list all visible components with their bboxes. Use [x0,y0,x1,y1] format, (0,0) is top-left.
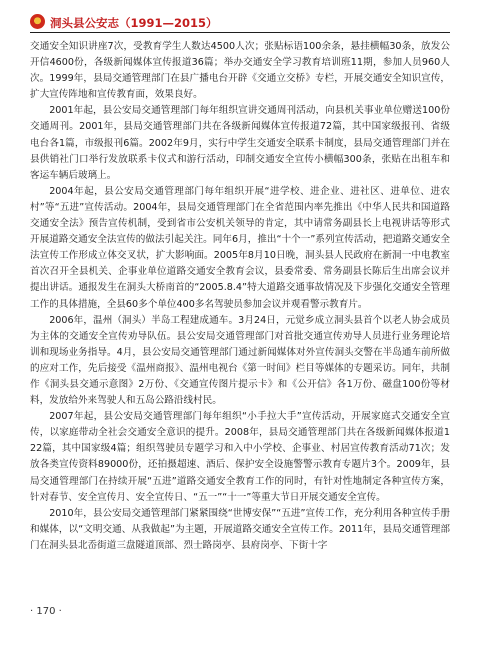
paragraph: 2007年起，县公安局交通管理部门每年组织“小手拉大手”宣传活动，开展家庭式交通安全宣传，以家庭带动全社会交通安全意识的提升。2008年，县局交通管理部门共在各级新闻媒体报道122篇，其中国家级4篇；组织驾驶员专题学习和入中小学校、企事业、村居宣传教育活动71次；发放各类宣传资料89000份，还拍摄超速、酒后、保护安全设施警警示教育专题片3个。2009年，县局交通管理部门在持续开展“五进”道路交通安全教育工作的同时，有针对性地制定各种宣传方案，针对春节、安全宣传月、安全宣传日、“五一”“十一”等重大节日开展交通安全宣传。 [30,411,450,503]
paragraph: 2006年，温州（洞头）半岛工程建成通车。3月24日，元觉乡成立洞头县首个以老人协会成员为主体的交通安全宣传劝导队伍。县公安局交通管理部门对首批交通宣传劝导人员进行业务理论培训和现场业务指导。4月，县公安局交通管理部门通过新闻媒体对外宣传洞头交警在半岛通车前所做的应对工作，先后接受《温州商报》、温州电视台《第一时间》栏目等媒体的专题采访。同年，共制作《洞头县交通示意图》2万份、《交通宣传图片提示卡》和《公开信》各1万份、磁盘100份等材料，发放给外来驾驶人和五岛公路沿线村民。 [30,314,450,407]
paragraph: 2001年起，县公安局交通管理部门每年组织宣讲交通周刊活动，向县机关事业单位赠送100份交通周刊。2001年，县局交通管理部门共在各级新闻媒体宣传报道72篇，其中国家级报刊、省级电台各1篇，市级报刊6篇。2002年9月，实行中学生交通安全联系卡制度，县局交通管理部门并在县供销社门口举行发放联系卡仪式和游行活动，印制交通安全宣传小横幅300条，张贴在出租车和客运车辆后玻璃上。 [30,105,450,181]
police-emblem-icon [30,14,45,29]
paragraph: 交通安全知识讲座7次，受教育学生人数达4500人次；张贴标语100余条，悬挂横幅30条，放发公开信4600份，各级新闻媒体宣传报道36篇；举办交通安全学习教育培训班11期，参加人员960人次。1999年，县局交通管理部门在县广播电台开辟《交通立交桥》专栏，开展交通安全知识宣传，扩大宣传阵地和宣传教育面，效果良好。 [30,41,450,101]
page-number: · 170 · [30,606,62,617]
page-header [30,14,450,30]
paragraph: 2004年起，县公安局交通管理部门每年组织开展“进学校、进企业、进社区、进单位、进农村”等“五进”宣传活动。2004年，县局交通管理部门在全省范围内率先推出《中华人民共和国道路交通安全法》预告宣传机制，受到省市公安机关领导的肯定，其中请常务副县长上电视讲话等形式开展道路交通安全法宣传的做法引起关注。同年6月，推出“十个一”系列宣传活动，把道路交通安全法宣传工作形成立体交叉状，扩大影响面。2005年8月10日晚，洞头县人民政府在新洞一中电教室首次召开全县机关、企事业单位道路交通安全教育会议，县委常委、常务副县长陈后生出席会议并提出讲话。通报发生在洞头大桥南首的“2005.8.4”特大道路交通事故情况及下步强化交通安全管理工作的具体措施，全县60多个单位400多名驾驶员参加会议并观看警示教育片。 [30,185,450,310]
paragraph: 2010年，县公安局交通管理部门紧紧围绕“世博安保”“五进”宣传工作，充分利用各种宣传手册和媒体，以“文明交通、从我做起”为主题，开展道路交通安全宣传工作。2011年，县局交通管理部门在洞头县北岙街道三盘隧道顶部、烈士路岗亭、县府岗亭、下街十字 [30,507,450,551]
book-title: 洞头县公安志（1991—2015） [50,16,218,30]
header-divider [30,32,450,33]
body-text [30,39,450,554]
